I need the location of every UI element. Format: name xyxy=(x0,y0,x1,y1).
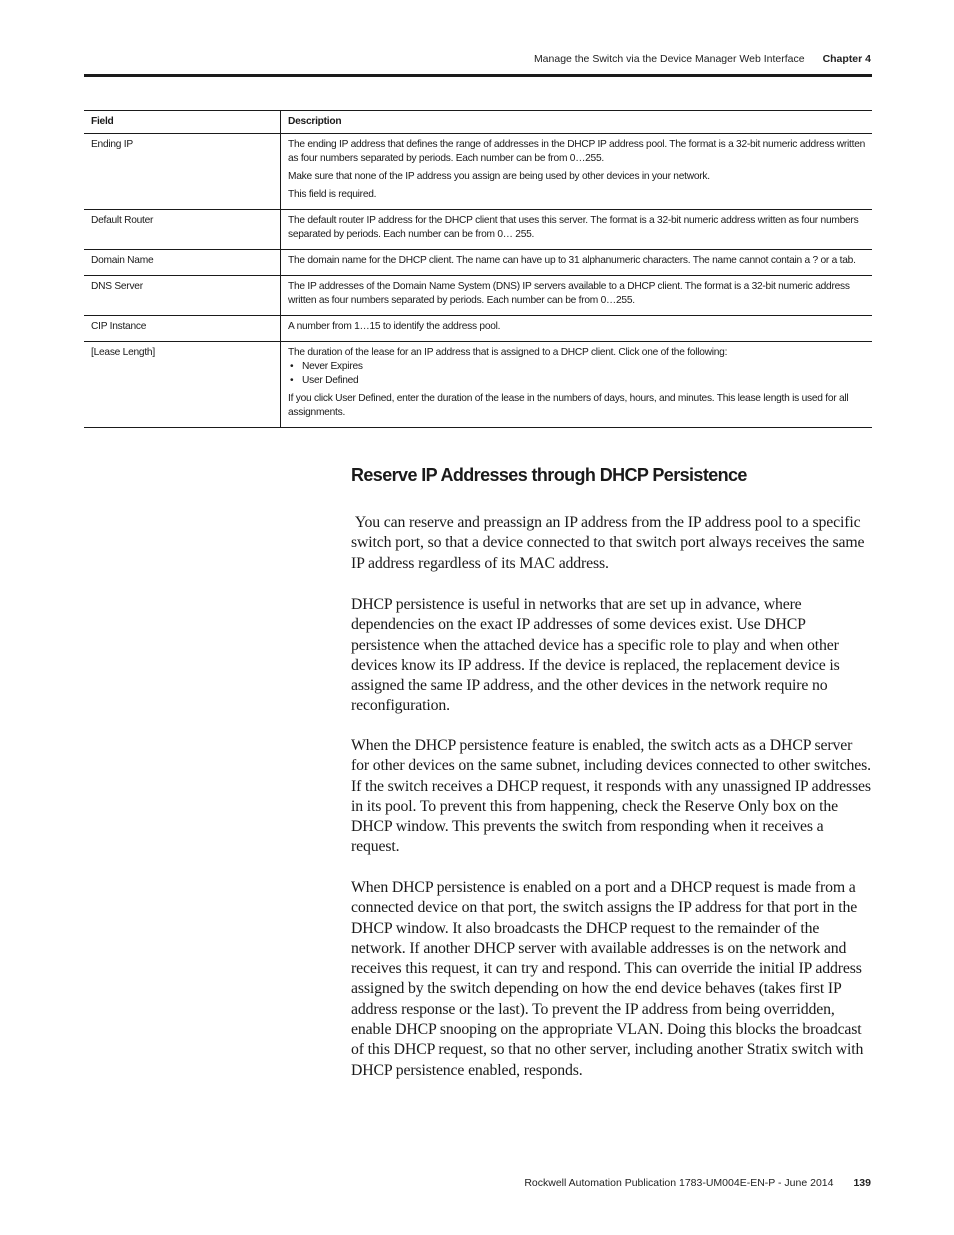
field-cell: DNS Server xyxy=(84,276,281,316)
list-item: • User Defined xyxy=(288,374,866,388)
description-cell xyxy=(281,134,873,210)
description-text: The default router IP address for the DHCP client that uses this server. The format is a 32-bit numeric address written as four numbers separated by periods. Each number can be from 0… 255. xyxy=(288,215,859,240)
body-paragraph: DHCP persistence is useful in networks that are set up in advance, where dependencies on the exact IP addresses of some devices exist. Use DHCP persistence when the attached device has a specific role to play and when other devices know its IP address. If the device is replaced, the replacement device is assigned the same IP address, and the other devices in the network require no reconfiguration. xyxy=(351,596,840,715)
table-row xyxy=(84,316,872,342)
description-cell xyxy=(281,316,873,342)
header-title: Manage the Switch via the Device Manager Web Interface xyxy=(533,53,805,65)
section-title: Reserve IP Addresses through DHCP Persistence xyxy=(351,465,747,485)
table-row xyxy=(84,134,872,210)
field-cell: [Lease Length] xyxy=(84,342,281,428)
description-cell xyxy=(281,210,873,250)
field-cell: CIP Instance xyxy=(84,316,281,342)
description-cell xyxy=(281,250,873,276)
body-paragraph: You can reserve and preassign an IP address from the IP address pool to a specific switch port, so that a device connected to that switch port always receives the same IP address regardless of its MAC address. xyxy=(351,514,869,572)
publication-info: Rockwell Automation Publication 1783-UM004E-EN-P - June 2014 xyxy=(524,1177,834,1189)
description-cell xyxy=(281,276,873,316)
table-row xyxy=(84,342,872,428)
page-number: 139 xyxy=(853,1177,871,1189)
description-cell xyxy=(281,342,873,428)
list-item: • Never Expires xyxy=(288,360,866,374)
field-description-table xyxy=(84,110,872,428)
description-text: This field is required. xyxy=(288,189,377,200)
table-row xyxy=(84,210,872,250)
description-outro: If you click User Defined, enter the duration of the lease in the numbers of days, hours, and minutes. This lease length is used for all assignments. xyxy=(288,393,849,418)
field-cell: Default Router xyxy=(84,210,281,250)
field-cell: Domain Name xyxy=(84,250,281,276)
running-header xyxy=(534,53,871,65)
description-text: A number from 1…15 to identify the address pool. xyxy=(288,321,501,332)
description-text: The IP addresses of the Domain Name System (DNS) IP servers available to a DHCP client. The format is a 32-bit numeric address written as four numbers separated by periods. Each number can be from 0…255. xyxy=(288,281,850,306)
description-intro: The duration of the lease for an IP address that is assigned to a DHCP client. Click one of the following: xyxy=(288,347,728,358)
lease-options-list xyxy=(288,360,866,388)
field-cell: Ending IP xyxy=(84,134,281,210)
description-text: The ending IP address that defines the range of addresses in the DHCP IP address pool. The format is a 32-bit numeric address written as four numbers separated by periods. Each number can be from 0…255. xyxy=(288,139,866,164)
page-footer xyxy=(524,1177,871,1189)
description-text: The domain name for the DHCP client. The name can have up to 31 alphanumeric characters. The name cannot contain a ? or a tab. xyxy=(288,255,856,266)
table-row xyxy=(84,276,872,316)
table-row xyxy=(84,250,872,276)
column-header-field: Field xyxy=(84,111,281,134)
header-chapter: Chapter 4 xyxy=(822,53,871,65)
column-header-description: Description xyxy=(281,111,873,134)
body-paragraph: When DHCP persistence is enabled on a port and a DHCP request is made from a connected device on that port, the switch assigns the IP address for that port in the DHCP window. It also broadcasts the DHCP request to the remainder of the network. If another DHCP server with available addresses is on the network and receives this request, it can try and respond. This can override the initial IP address assigned by the switch depending on how the end device behaves (takes first IP address response or the last). To prevent the IP address from being overridden, enable DHCP snooping on the appropriate VLAN. Doing this blocks the broadcast of this DHCP request, so that no other server, including another Stratix switch with DHCP persistence enabled, responds. xyxy=(351,879,864,1079)
description-text: Make sure that none of the IP address you assign are being used by other devices in your network. xyxy=(288,171,710,182)
table-header-row xyxy=(84,111,872,134)
body-paragraph: When the DHCP persistence feature is enabled, the switch acts as a DHCP server for other devices on the same subnet, including devices connected to other switches. If the switch receives a DHCP request, it responds with any unassigned IP addresses in its pool. To prevent this from happening, check the Reserve Only box on the DHCP window. This prevents the switch from responding when it receives a request. xyxy=(351,737,871,856)
header-rule xyxy=(84,74,872,77)
